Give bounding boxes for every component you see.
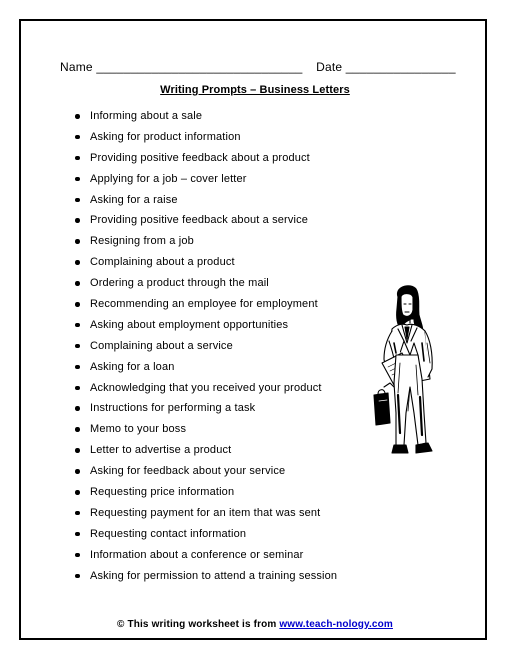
prompt-text: Ordering a product through the mail [90, 277, 269, 290]
prompt-item [72, 294, 337, 315]
prompt-list [72, 106, 337, 586]
prompt-item [72, 190, 337, 211]
bullet-icon [75, 198, 80, 203]
prompt-item [72, 566, 337, 587]
prompt-item [72, 106, 337, 127]
prompt-text: Asking for product information [90, 130, 241, 143]
bullet-icon [75, 114, 80, 119]
prompt-text: Asking for a raise [90, 193, 178, 206]
prompt-text: Memo to your boss [90, 423, 187, 436]
prompt-text: Requesting payment for an item that was sent [90, 506, 321, 519]
prompt-item [72, 315, 337, 336]
prompt-item [72, 148, 337, 169]
businesswoman-illustration [370, 283, 448, 468]
bullet-icon [75, 469, 80, 474]
bullet-icon [75, 490, 80, 495]
prompt-text: Acknowledging that you received your product [90, 381, 322, 394]
bullet-icon [75, 281, 80, 286]
prompt-text: Asking about employment opportunities [90, 318, 289, 331]
bullet-icon [75, 406, 80, 411]
prompt-item [72, 419, 337, 440]
bullet-icon [75, 365, 80, 370]
footer-credit [0, 619, 510, 630]
prompt-item [72, 503, 337, 524]
prompt-item [72, 461, 337, 482]
prompt-item [72, 357, 337, 378]
bullet-icon [75, 239, 80, 244]
prompt-item [72, 210, 337, 231]
bullet-icon [75, 344, 80, 349]
bullet-icon [75, 135, 80, 140]
prompt-text: Providing positive feedback about a product [90, 151, 310, 164]
bullet-icon [75, 323, 80, 328]
date-field-line[interactable]: Date ________________ [316, 60, 456, 74]
prompt-item [72, 273, 337, 294]
name-date-line [60, 60, 456, 74]
prompt-text: Asking for permission to attend a training session [90, 569, 338, 582]
prompt-item [72, 231, 337, 252]
prompt-text: Letter to advertise a product [90, 444, 232, 457]
prompt-text: Instructions for performing a task [90, 402, 256, 415]
prompt-item [72, 169, 337, 190]
bullet-icon [75, 511, 80, 516]
prompt-text: Complaining about a service [90, 339, 233, 352]
prompt-text: Informing about a sale [90, 110, 203, 122]
bullet-icon [75, 218, 80, 223]
bullet-icon [75, 553, 80, 558]
bullet-icon [75, 532, 80, 537]
footer-text: © This writing worksheet is from [117, 619, 280, 630]
prompt-text: Providing positive feedback about a service [90, 214, 309, 227]
prompt-text: Recommending an employee for employment [90, 298, 318, 311]
bullet-icon [75, 386, 80, 391]
prompt-text: Requesting contact information [90, 527, 247, 540]
bullet-icon [75, 302, 80, 307]
prompt-item [72, 440, 337, 461]
prompt-text: Complaining about a product [90, 256, 235, 269]
bullet-icon [75, 574, 80, 579]
prompt-item [72, 545, 337, 566]
prompt-item [72, 378, 337, 399]
prompt-text: Requesting price information [90, 486, 235, 499]
prompt-text: Resigning from a job [90, 235, 194, 248]
prompt-text: Information about a conference or seminar [90, 548, 304, 561]
name-field-line[interactable]: Name ______________________________ [60, 60, 303, 74]
bullet-icon [75, 427, 80, 432]
prompt-item [72, 336, 337, 357]
prompt-text: Asking for feedback about your service [90, 465, 286, 478]
prompt-item [72, 252, 337, 273]
footer-link[interactable]: www.teach-nology.com [279, 619, 393, 630]
bullet-icon [75, 156, 80, 161]
bullet-icon [75, 260, 80, 265]
prompt-item [72, 524, 337, 545]
bullet-icon [75, 177, 80, 182]
prompt-text: Asking for a loan [90, 360, 175, 373]
prompt-item [72, 398, 337, 419]
prompt-item [72, 482, 337, 503]
prompt-item [72, 127, 337, 148]
worksheet-title: Writing Prompts – Business Letters [160, 84, 350, 96]
bullet-icon [75, 448, 80, 453]
prompt-text: Applying for a job – cover letter [90, 172, 247, 185]
